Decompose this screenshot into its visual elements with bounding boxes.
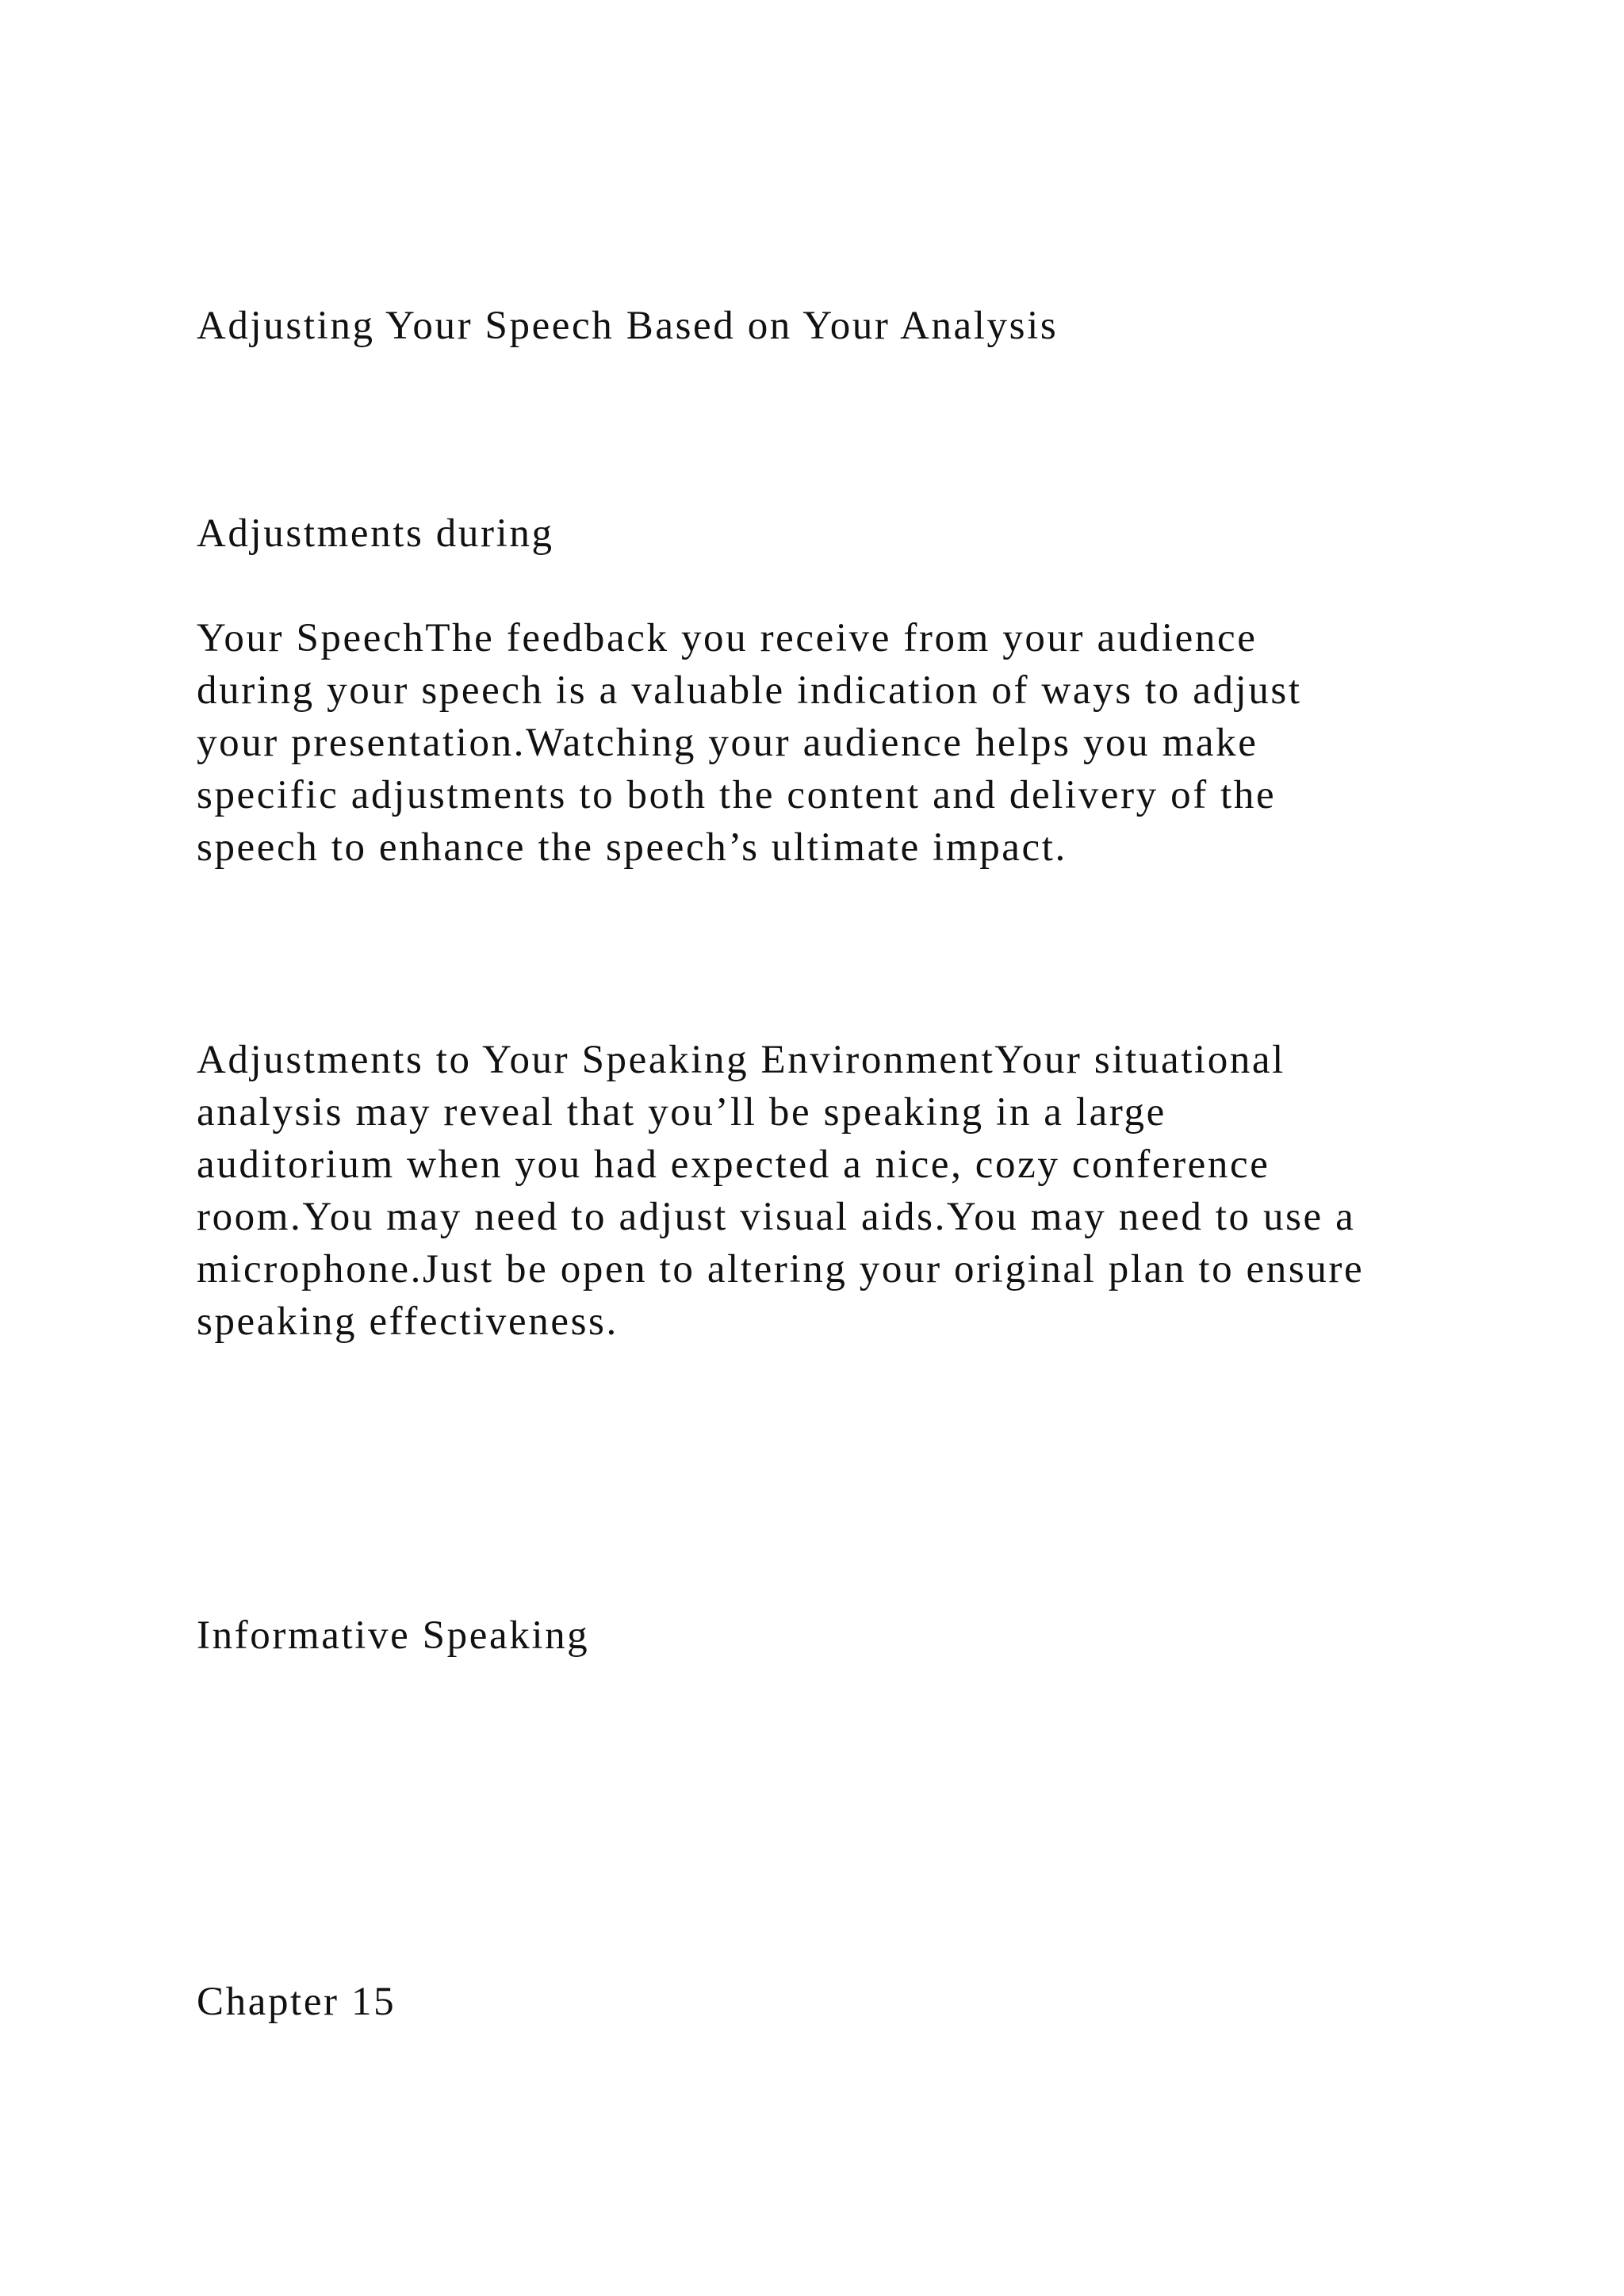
paragraph-line: auditorium when you had expected a nice, cozy conference (197, 1142, 1270, 1187)
paragraph-line: during your speech is a valuable indication of ways to adjust (197, 668, 1302, 713)
paragraph-line: room.You may need to adjust visual aids.You may need to use a (197, 1195, 1356, 1239)
paragraph-line: analysis may reveal that you’ll be speaking in a large (197, 1090, 1166, 1135)
next-topic-heading: Informative Speaking (197, 1613, 590, 1658)
paragraph-line: specific adjustments to both the content and delivery of the (197, 773, 1277, 817)
paragraph-line: Your SpeechThe feedback you receive from your audience (197, 616, 1258, 660)
paragraph-line: speaking effectiveness. (197, 1299, 619, 1344)
document-title: Adjusting Your Speech Based on Your Analysis (197, 304, 1059, 348)
chapter-label: Chapter 15 (197, 1980, 396, 2024)
paragraph-line: Adjustments to Your Speaking EnvironmentYour situational (197, 1038, 1285, 1082)
paragraph-line: speech to enhance the speech’s ultimate impact. (197, 825, 1067, 870)
paragraph-line: your presentation.Watching your audience helps you make (197, 721, 1258, 765)
paragraph-line: microphone.Just be open to altering your original plan to ensure (197, 1247, 1365, 1292)
paragraph-speaking-environment (197, 1034, 1364, 1348)
paragraph-adjustments-during (197, 612, 1302, 874)
section-heading-adjustments-during: Adjustments during (197, 511, 554, 556)
